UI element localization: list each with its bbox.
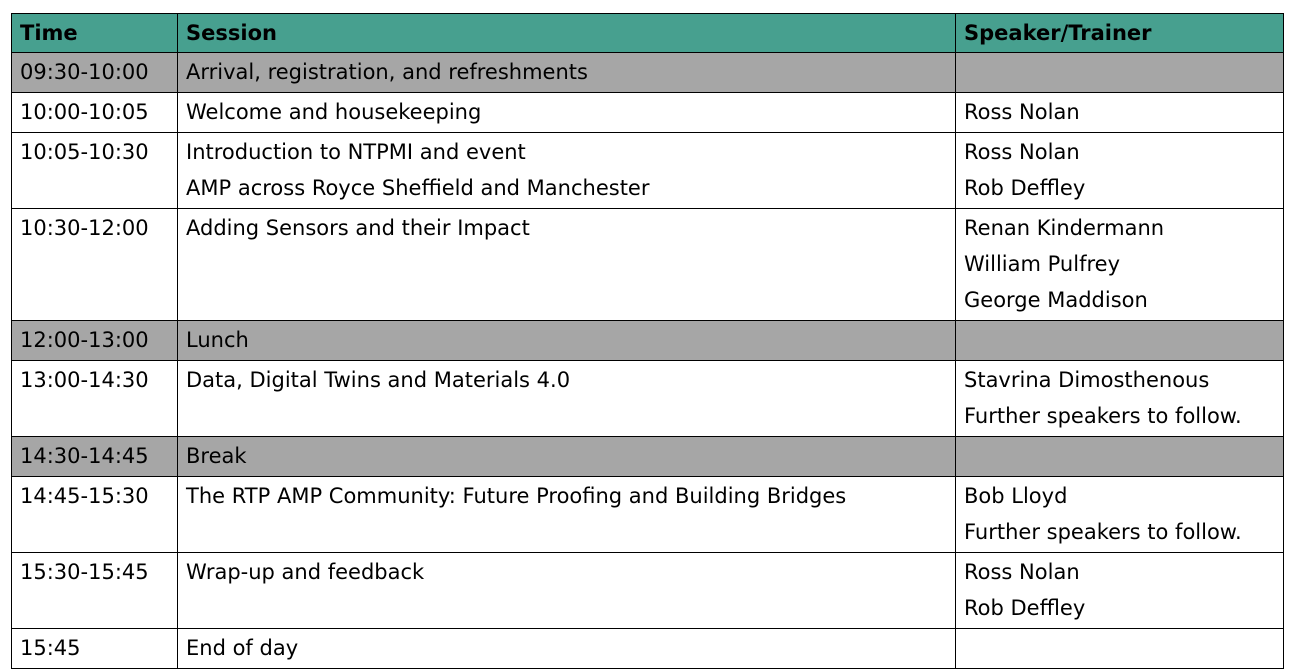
session-text: Arrival, registration, and refreshments xyxy=(186,60,588,84)
speaker-name: Ross Nolan xyxy=(964,140,1080,164)
time-text: 10:05-10:30 xyxy=(20,140,149,164)
agenda-container xyxy=(11,13,1284,669)
time-text: 12:00-13:00 xyxy=(20,328,149,352)
header-speaker: Speaker/Trainer xyxy=(956,14,1284,53)
session-cell xyxy=(178,321,956,361)
session-cell xyxy=(178,93,956,133)
time-text: 13:00-14:30 xyxy=(20,368,149,392)
speaker-cell xyxy=(956,437,1284,477)
speaker-cell xyxy=(956,629,1284,669)
session-text: End of day xyxy=(186,636,299,660)
speaker-name: Renan Kindermann xyxy=(964,216,1165,240)
session-text: Introduction to NTPMI and event xyxy=(186,140,526,164)
session-text: AMP across Royce Sheffield and Manchester xyxy=(186,176,650,200)
speaker-name: Rob Deffley xyxy=(964,596,1086,620)
session-text: Lunch xyxy=(186,328,249,352)
session-cell xyxy=(178,133,956,209)
speaker-cell xyxy=(956,361,1284,437)
session-cell xyxy=(178,53,956,93)
session-cell xyxy=(178,477,956,553)
table-row xyxy=(12,321,1284,361)
speaker-name xyxy=(964,54,1283,90)
speaker-cell xyxy=(956,53,1284,93)
session-text: The RTP AMP Community: Future Proofing and Building Bridges xyxy=(186,484,847,508)
table-row xyxy=(12,209,1284,321)
time-cell xyxy=(12,437,178,477)
header-session: Session xyxy=(178,14,956,53)
speaker-cell xyxy=(956,93,1284,133)
session-cell xyxy=(178,553,956,629)
speaker-name: William Pulfrey xyxy=(964,252,1120,276)
speaker-cell xyxy=(956,477,1284,553)
speaker-name: George Maddison xyxy=(964,288,1148,312)
table-row xyxy=(12,53,1284,93)
table-row xyxy=(12,93,1284,133)
time-text: 14:45-15:30 xyxy=(20,484,149,508)
time-cell xyxy=(12,53,178,93)
time-cell xyxy=(12,553,178,629)
session-text: Break xyxy=(186,444,247,468)
time-cell xyxy=(12,321,178,361)
speaker-name: Further speakers to follow. xyxy=(964,404,1242,428)
time-cell xyxy=(12,133,178,209)
time-cell xyxy=(12,209,178,321)
speaker-name xyxy=(964,322,1283,358)
session-text: Wrap-up and feedback xyxy=(186,560,425,584)
session-text: Adding Sensors and their Impact xyxy=(186,216,530,240)
header-time: Time xyxy=(12,14,178,53)
agenda-body xyxy=(12,53,1284,669)
table-row xyxy=(12,629,1284,669)
time-text: 15:45 xyxy=(20,636,81,660)
speaker-name: Ross Nolan xyxy=(964,100,1080,124)
speaker-cell xyxy=(956,133,1284,209)
time-text: 09:30-10:00 xyxy=(20,60,149,84)
speaker-name: Ross Nolan xyxy=(964,560,1080,584)
table-row xyxy=(12,477,1284,553)
session-cell xyxy=(178,437,956,477)
speaker-name: Rob Deffley xyxy=(964,176,1086,200)
session-cell xyxy=(178,629,956,669)
speaker-cell xyxy=(956,321,1284,361)
session-cell xyxy=(178,209,956,321)
time-text: 15:30-15:45 xyxy=(20,560,149,584)
speaker-cell xyxy=(956,553,1284,629)
header-row xyxy=(12,14,1284,53)
time-cell xyxy=(12,477,178,553)
speaker-name xyxy=(964,438,1283,474)
table-row xyxy=(12,553,1284,629)
table-row xyxy=(12,133,1284,209)
speaker-name xyxy=(964,630,1283,666)
time-cell xyxy=(12,629,178,669)
time-text: 10:00-10:05 xyxy=(20,100,149,124)
speaker-name: Stavrina Dimosthenous xyxy=(964,368,1210,392)
session-cell xyxy=(178,361,956,437)
time-cell xyxy=(12,361,178,437)
speaker-name: Bob Lloyd xyxy=(964,484,1068,508)
agenda-table xyxy=(11,13,1284,669)
time-text: 10:30-12:00 xyxy=(20,216,149,240)
table-row xyxy=(12,437,1284,477)
speaker-name: Further speakers to follow. xyxy=(964,520,1242,544)
table-row xyxy=(12,361,1284,437)
time-text: 14:30-14:45 xyxy=(20,444,149,468)
time-cell xyxy=(12,93,178,133)
session-text: Welcome and housekeeping xyxy=(186,100,482,124)
speaker-cell xyxy=(956,209,1284,321)
session-text: Data, Digital Twins and Materials 4.0 xyxy=(186,368,571,392)
